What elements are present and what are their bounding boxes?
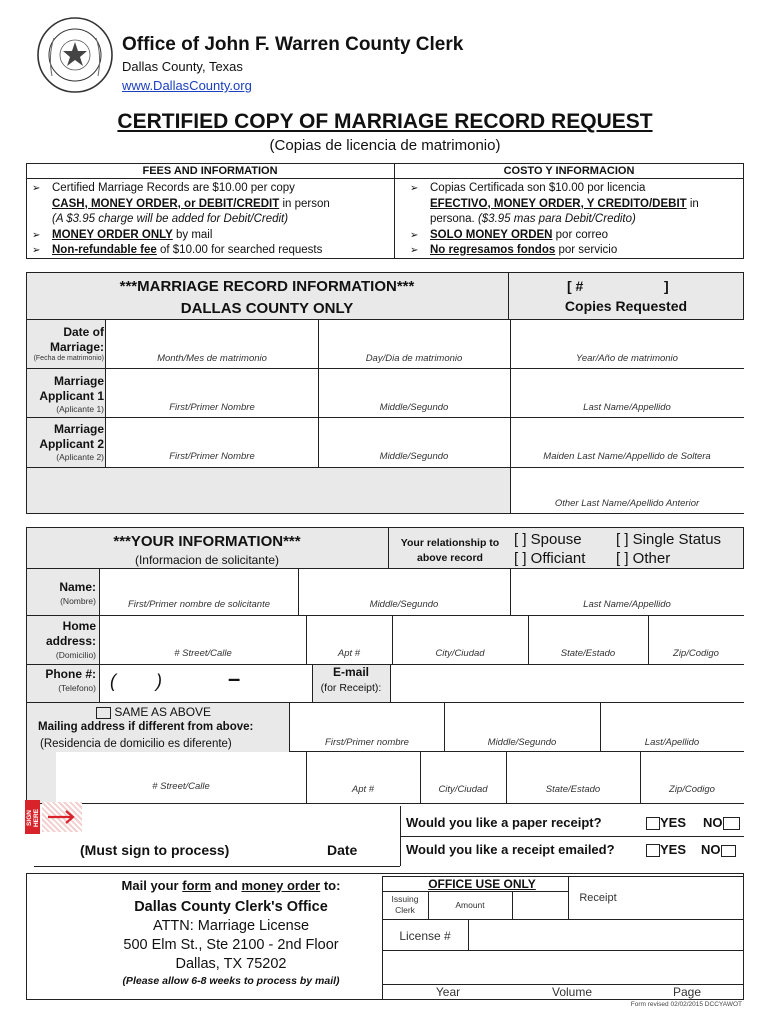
- applicant-1-label: Marriage Applicant 1: [39, 374, 104, 403]
- marriage-year-hint: Year/Año de matrimonio: [576, 353, 678, 364]
- fee-item-charge: (A $3.95 charge will be added for Debit/Credit): [52, 213, 289, 225]
- fee-item-payment: CASH, MONEY ORDER, or DEBIT/CREDIT in person: [52, 197, 330, 210]
- county-name: Dallas County, Texas: [122, 59, 243, 74]
- mail-to-attn: ATTN: Marriage License: [152, 918, 310, 934]
- fee-item-refund: ➢ Non-refundable fee of $10.00 for searched requests: [26, 243, 394, 259]
- relationship-single-option[interactable]: [ ] Single Status: [616, 531, 722, 548]
- email-receipt-question: Would you like a receipt emailed?: [406, 842, 615, 857]
- fee-item-mail: ➢ MONEY ORDER ONLY by mail: [26, 228, 394, 244]
- date-of-marriage-label: Date of Marriage:: [49, 325, 104, 354]
- mailing-apt-hint: Apt #: [351, 784, 375, 795]
- phone-dash: –: [228, 666, 241, 691]
- mailing-first-hint: First/Primer nombre: [325, 737, 409, 748]
- license-number-label: License #: [399, 929, 451, 943]
- applicant-1-last-hint: Last Name/Appellido: [583, 402, 671, 413]
- fee-item-es-refund: ➢ No regresamos fondos por servicio: [404, 243, 744, 259]
- email-sub: (for Receipt):: [320, 682, 382, 694]
- email-label: E-mail: [332, 665, 369, 679]
- mailing-last-hint: Last/Apellido: [644, 737, 700, 748]
- form-revised: Form revised 02/02/2015 DCCYAWOT: [630, 1001, 742, 1008]
- fees-es-header: COSTO Y INFORMACION: [503, 165, 635, 177]
- relationship-spouse-option[interactable]: [ ] Spouse: [514, 531, 582, 548]
- mail-to-office: Dallas County Clerk's Office: [134, 899, 328, 915]
- same-as-above-checkbox[interactable]: [96, 707, 111, 719]
- name-label: Name:: [59, 580, 96, 594]
- year-label: Year: [435, 985, 461, 999]
- copies-close[interactable]: ]: [664, 278, 669, 294]
- mailing-street-field[interactable]: [56, 752, 306, 803]
- must-sign-label: (Must sign to process): [80, 842, 230, 858]
- applicant-2-label: Marriage Applicant 2: [39, 422, 104, 451]
- home-apt-hint: Apt #: [337, 648, 361, 659]
- copies-label: Copies Requested: [564, 298, 688, 314]
- email-receipt-no-checkbox[interactable]: [721, 845, 736, 857]
- paper-receipt-yes-checkbox[interactable]: [646, 817, 660, 830]
- county-website-link[interactable]: www.DallasCounty.org: [122, 78, 252, 93]
- marriage-month-hint: Month/Mes de matrimonio: [157, 353, 267, 364]
- requester-middle-hint: Middle/Segundo: [369, 599, 439, 610]
- mailing-middle-hint: Middle/Segundo: [487, 737, 557, 748]
- county-seal: [36, 16, 114, 94]
- form-title: CERTIFIED COPY OF MARRIAGE RECORD REQUEST: [117, 110, 653, 133]
- mail-to-city: Dallas, TX 75202: [175, 956, 287, 972]
- fee-item-es-payment: EFECTIVO, MONEY ORDER, Y CREDITO/DEBIT in: [430, 197, 699, 210]
- fee-item-price: ➢ Certified Marriage Records are $10.00 per copy: [26, 181, 394, 197]
- paper-receipt-yes[interactable]: YES: [646, 815, 686, 830]
- issuing-clerk-label: Issuing Clerk: [391, 894, 419, 915]
- paper-receipt-question: Would you like a paper receipt?: [406, 815, 602, 830]
- email-receipt-yes-checkbox[interactable]: [646, 844, 660, 857]
- email-field[interactable]: [391, 665, 744, 702]
- record-subheading: DALLAS COUNTY ONLY: [180, 300, 354, 317]
- mail-to-intro: Mail your form and money order to:: [121, 878, 341, 893]
- email-receipt-no[interactable]: NO: [701, 842, 736, 857]
- requester-subheading: (Informacion de solicitante): [134, 553, 280, 567]
- home-state-hint: State/Estado: [560, 648, 616, 659]
- relationship-officiant-option[interactable]: [ ] Officiant: [514, 550, 586, 567]
- requester-last-hint: Last Name/Appellido: [583, 599, 671, 610]
- fees-en-header: FEES AND INFORMATION: [142, 165, 278, 177]
- fees-es-list: [404, 181, 744, 259]
- fee-item-es-price: ➢ Copias Certificada son $10.00 por licencia: [404, 181, 744, 197]
- email-receipt-yes[interactable]: YES: [646, 842, 686, 857]
- applicant-2-maiden-hint: Maiden Last Name/Appellido de Soltera: [543, 451, 711, 462]
- volume-label: Volume: [551, 985, 593, 999]
- paper-receipt-no[interactable]: NO: [703, 815, 740, 830]
- date-of-marriage-sub: (Fecha de matrimonio): [33, 355, 104, 362]
- mail-to-note: (Please allow 6-8 weeks to process by mail): [122, 975, 340, 987]
- mailing-street-hint: # Street/Calle: [152, 781, 210, 792]
- receipt-label: Receipt: [579, 892, 617, 904]
- fee-item-es-charge: persona. ($3.95 mas para Debit/Credito): [430, 213, 636, 225]
- home-zip-hint: Zip/Codigo: [673, 648, 719, 659]
- home-street-hint: # Street/Calle: [174, 648, 232, 659]
- phone-sub: (Telefono): [58, 683, 96, 693]
- mailing-city-hint: City/Ciudad: [438, 784, 488, 795]
- home-address-sub: (Domicilio): [55, 650, 96, 660]
- phone-label: Phone #:: [45, 667, 96, 681]
- page-label: Page: [672, 985, 702, 999]
- sign-arrow-icon: [42, 802, 82, 832]
- home-address-label: Home address:: [45, 619, 96, 648]
- home-city-hint: City/Ciudad: [435, 648, 485, 659]
- record-heading: ***MARRIAGE RECORD INFORMATION***: [119, 278, 415, 295]
- mailing-zip-hint: Zip/Codigo: [669, 784, 715, 795]
- applicant-2-first-hint: First/Primer Nombre: [169, 451, 255, 462]
- date-label: Date: [327, 842, 358, 858]
- office-use-title: OFFICE USE ONLY: [428, 877, 536, 891]
- signature-field[interactable]: [82, 806, 400, 832]
- mailing-label: Mailing address if different from above:: [38, 721, 254, 733]
- applicant-1-sub: (Aplicante 1): [56, 404, 104, 414]
- office-title: Office of John F. Warren County Clerk: [122, 34, 464, 55]
- paper-receipt-no-checkbox[interactable]: [723, 817, 740, 830]
- same-as-above-option[interactable]: SAME AS ABOVE: [96, 705, 211, 719]
- phone-area-code: ( ): [110, 671, 162, 691]
- copies-hash: [ #: [567, 278, 584, 294]
- mailing-state-hint: State/Estado: [545, 784, 601, 795]
- applicant-2-sub: (Aplicante 2): [56, 452, 104, 462]
- fee-item-es-mail: ➢ SOLO MONEY ORDEN por correo: [404, 228, 744, 244]
- relationship-label: Your relationship to above record: [400, 537, 500, 564]
- mailing-address-field[interactable]: [307, 752, 744, 803]
- sign-here-label: SIGN HERE: [26, 808, 40, 828]
- name-sub: (Nombre): [60, 596, 96, 606]
- relationship-other-option[interactable]: [ ] Other: [616, 550, 671, 567]
- other-last-name-hint: Other Last Name/Apellido Anterior: [554, 498, 700, 509]
- applicant-1-middle-hint: Middle/Segundo: [379, 402, 449, 413]
- requester-first-hint: First/Primer nombre de solicitante: [127, 599, 271, 610]
- applicant-2-middle-hint: Middle/Segundo: [379, 451, 449, 462]
- mailing-sub: (Residencia de domicilio es diferente): [40, 738, 232, 750]
- fees-en-list: [26, 181, 394, 259]
- mail-to-address: 500 Elm St., Ste 2100 - 2nd Floor: [123, 937, 339, 953]
- form-subtitle: (Copias de licencia de matrimonio): [269, 137, 501, 154]
- applicant-1-first-hint: First/Primer Nombre: [169, 402, 255, 413]
- amount-label: Amount: [455, 900, 485, 910]
- requester-heading: ***YOUR INFORMATION***: [113, 533, 301, 550]
- marriage-day-hint: Day/Dia de matrimonio: [365, 353, 463, 364]
